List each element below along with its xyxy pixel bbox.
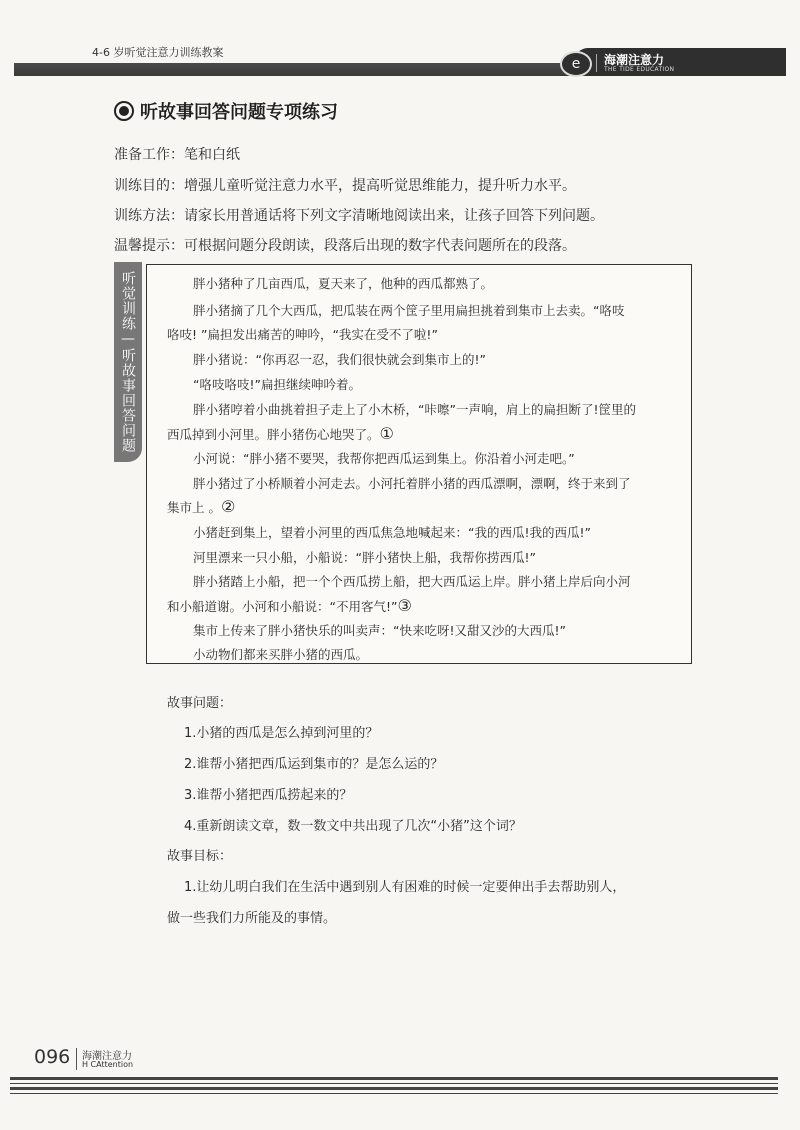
story-line: 胖小猪踏上小船，把一个个西瓜捞上船，把大西瓜运上岸。胖小猪上岸后向小河 — [193, 574, 631, 589]
story-line: 小河说：“胖小猪不要哭，我帮你把西瓜运到集上。你沿着小河走吧。” — [193, 451, 575, 466]
footer-rule — [10, 1083, 778, 1084]
intro-tip: 温馨提示：可根据问题分段朗读，段落后出现的数字代表问题所在的段落。 — [114, 238, 576, 254]
intro-method: 训练方法：请家长用普通话将下列文字清晰地阅读出来，让孩子回答下列问题。 — [114, 208, 604, 224]
footer-brand-en: H CAttention — [82, 1060, 134, 1069]
side-tab-label: 听觉训练—听故事回答问题 — [120, 271, 136, 453]
footer-divider — [76, 1048, 77, 1070]
footer-rule — [10, 1087, 778, 1090]
story-line: 集市上 。② — [167, 497, 236, 516]
story-line: 胖小猪种了几亩西瓜，夏天来了，他种的西瓜都熟了。 — [193, 276, 494, 291]
page-title: 听故事回答问题专项练习 — [140, 102, 338, 123]
logo-divider — [596, 54, 597, 72]
question-item: 3.谁帮小猪把西瓜捞起来的？ — [184, 788, 353, 803]
logo-icon: e — [560, 51, 592, 77]
goals-heading: 故事目标： — [167, 849, 233, 864]
story-line: 胖小猪摘了几个大西瓜，把瓜装在两个筐子里用扁担挑着到集市上去卖。“咯吱 — [193, 303, 625, 318]
intro-preparation: 准备工作：笔和白纸 — [114, 147, 240, 163]
footer-rule — [10, 1093, 778, 1094]
paragraph-marker: ① — [379, 424, 394, 443]
question-item: 1.小猪的西瓜是怎么掉到河里的？ — [184, 726, 379, 741]
paragraph-marker: ③ — [397, 596, 412, 615]
intro-purpose: 训练目的：增强儿童听觉注意力水平，提高听觉思维能力，提升听力水平。 — [114, 178, 576, 194]
story-line: 和小船道谢。小河和小船说：“不用客气!”③ — [167, 596, 412, 615]
story-line: 胖小猪哼着小曲挑着担子走上了小木桥，“咔嚓”一声响，肩上的扁担断了!筐里的 — [193, 402, 636, 417]
paragraph-marker: ② — [220, 497, 236, 516]
story-line: 西瓜掉到小河里。胖小猪伤心地哭了。① — [167, 424, 394, 443]
question-item: 4.重新朗读文章，数一数文中共出现了几次“小猪”这个词？ — [184, 819, 522, 834]
story-line: 咯吱! ”扁担发出痛苦的呻吟，“我实在受不了啦!” — [167, 327, 438, 342]
section-title — [114, 98, 338, 124]
story-line: “咯吱咯吱!”扁担继续呻吟着。 — [193, 377, 361, 392]
story-line: 小动物们都来买胖小猪的西瓜。 — [193, 647, 369, 662]
footer-rule — [10, 1077, 778, 1080]
story-line: 胖小猪过了小桥顺着小河走去。小河托着胖小猪的西瓜漂啊，漂啊，终于来到了 — [193, 476, 631, 491]
question-item: 2.谁帮小猪把西瓜运到集市的？是怎么运的？ — [184, 757, 444, 772]
logo-text-cn: 海潮注意力 — [604, 53, 665, 67]
logo-text-en: THE TIDE EDUCATION — [604, 66, 675, 73]
bullet-icon — [114, 101, 134, 121]
page-number: 096 — [34, 1046, 71, 1068]
story-line: 河里漂来一只小船，小船说：“胖小猪快上船，我帮你捞西瓜!” — [193, 550, 536, 565]
story-line: 集市上传来了胖小猪快乐的叫卖声：“快来吃呀!又甜又沙的大西瓜!” — [193, 623, 566, 638]
questions-heading: 故事问题： — [167, 696, 233, 711]
story-line: 小猪赶到集上，望着小河里的西瓜焦急地喊起来：“我的西瓜!我的西瓜!” — [193, 525, 591, 540]
story-line: 胖小猪说：“你再忍一忍，我们很快就会到集市上的!” — [193, 352, 486, 367]
goal-item: 1.让幼儿明白我们在生活中遇到别人有困难的时候一定要伸出手去帮助别人， — [184, 880, 626, 895]
running-header: 4-6 岁听觉注意力训练教案 — [92, 46, 224, 59]
footer-brand-cn: 海潮注意力 — [82, 1051, 132, 1062]
goal-item: 做一些我们力所能及的事情。 — [167, 911, 337, 926]
